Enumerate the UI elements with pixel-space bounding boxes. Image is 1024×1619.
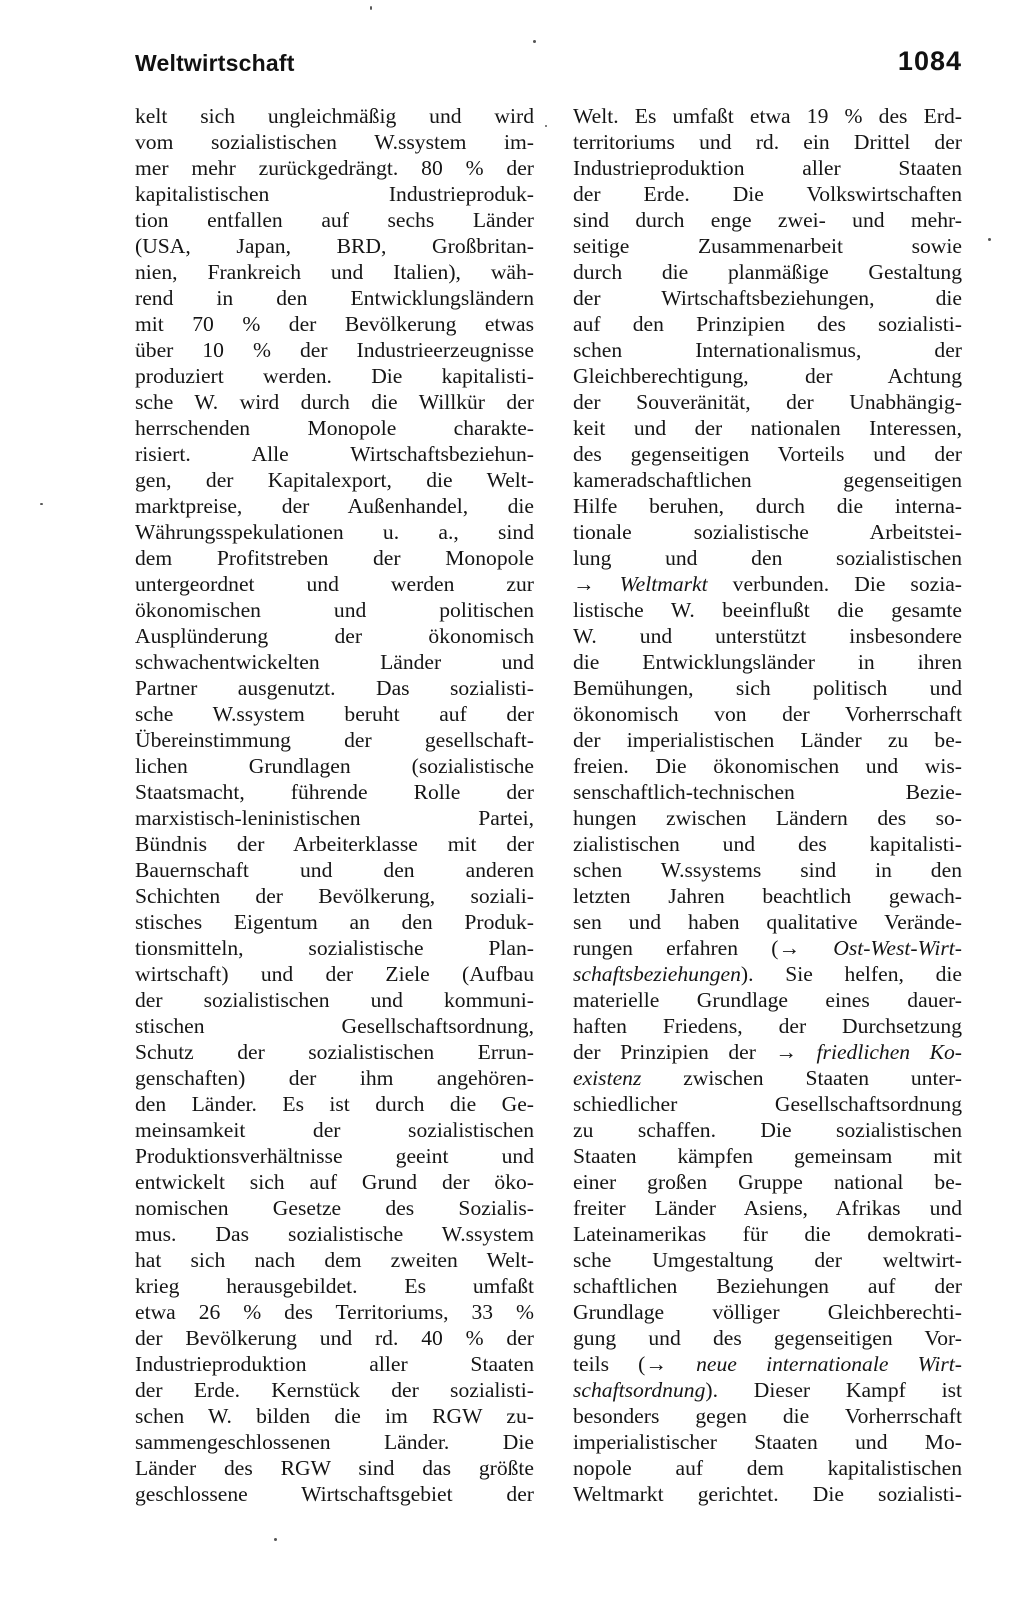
text-line	[573, 1377, 962, 1403]
text-line: über 10 % der Industrieerzeugnisse	[135, 338, 534, 362]
text-segment: teils (→	[573, 1352, 697, 1376]
text-line: freiter Länder Asiens, Afrikas und	[573, 1196, 962, 1220]
text-line: vom sozialistischen W.ssystem im-	[135, 130, 534, 154]
text-line: Industrieproduktion aller Staaten	[573, 156, 962, 180]
text-line: kameradschaftlichen gegenseitigen	[573, 468, 962, 492]
text-line: Staatsmacht, führende Rolle der	[135, 780, 534, 804]
scan-speck	[370, 6, 372, 10]
cross-reference: existenz	[573, 1066, 642, 1090]
text-line: imperialistischer Staaten und Mo-	[573, 1430, 962, 1454]
text-line: tionsmitteln, sozialistische Plan-	[135, 936, 534, 960]
text-segment: →	[573, 572, 620, 596]
text-line: letzten Jahren beachtlich gewach-	[573, 884, 962, 908]
scan-speck	[988, 238, 991, 241]
text-line: Industrieproduktion aller Staaten	[135, 1352, 534, 1376]
text-line: mus. Das sozialistische W.ssystem	[135, 1222, 534, 1246]
cross-reference: friedlichen Ko-	[816, 1040, 962, 1064]
text-line: schwachentwickelten Länder und	[135, 650, 534, 674]
text-line: mit 70 % der Bevölkerung etwas	[135, 312, 534, 336]
text-line: den Länder. Es ist durch die Ge-	[135, 1092, 534, 1116]
page-number: 1084	[897, 46, 962, 76]
text-line: geschlossene Wirtschaftsgebiet der	[135, 1482, 534, 1506]
text-line: nomischen Gesetze des Sozialis-	[135, 1196, 534, 1220]
text-line: senschaftlich-technischen Bezie-	[573, 780, 962, 804]
right-text-column	[573, 103, 962, 1507]
cross-reference: schaftsbeziehungen	[573, 962, 741, 986]
text-line: der Erde. Die Volkswirtschaften	[573, 182, 962, 206]
cross-reference: schaftsordnung	[573, 1378, 706, 1402]
text-line: nien, Frankreich und Italien), wäh-	[135, 260, 534, 284]
text-line: Ausplünderung der ökonomisch	[135, 624, 534, 648]
running-header-title: Weltwirtschaft	[135, 50, 295, 76]
text-line: einer großen Gruppe national be-	[573, 1170, 962, 1194]
text-line: Welt. Es umfaßt etwa 19 % des Erd-	[573, 104, 962, 128]
text-line: der Erde. Kernstück der sozialisti-	[135, 1378, 534, 1402]
text-line: herrschenden Monopole charakte-	[135, 416, 534, 440]
cross-reference: Ost-West-Wirt-	[833, 936, 962, 960]
text-line: marktpreise, der Außenhandel, die	[135, 494, 534, 518]
text-line: territoriums und rd. ein Drittel der	[573, 130, 962, 154]
text-line: Länder des RGW sind das größte	[135, 1456, 534, 1480]
text-line: sind durch enge zwei- und mehr-	[573, 208, 962, 232]
text-line: lung und den sozialistischen	[573, 546, 962, 570]
text-line: gung und des gegenseitigen Vor-	[573, 1326, 962, 1350]
text-segment: ). Sie helfen, die	[740, 962, 962, 986]
text-line	[573, 935, 962, 961]
text-line: durch die planmäßige Gestaltung	[573, 260, 962, 284]
text-segment: zwischen Staaten unter-	[641, 1066, 962, 1090]
text-line: etwa 26 % des Territoriums, 33 %	[135, 1300, 534, 1324]
text-line: schen W. bilden die im RGW zu-	[135, 1404, 534, 1428]
text-segment: der Prinzipien der →	[573, 1040, 817, 1064]
text-line: der imperialistischen Länder zu be-	[573, 728, 962, 752]
left-text-column	[135, 103, 534, 1507]
text-line: (USA, Japan, BRD, Großbritan-	[135, 234, 534, 258]
text-line: mer mehr zurückgedrängt. 80 % der	[135, 156, 534, 180]
text-line: krieg herausgebildet. Es umfaßt	[135, 1274, 534, 1298]
text-line	[573, 571, 962, 597]
text-line: ökonomisch von der Vorherrschaft	[573, 702, 962, 726]
text-line: kelt sich ungleichmäßig und wird	[135, 104, 534, 128]
text-line: ökonomischen und politischen	[135, 598, 534, 622]
text-line: der sozialistischen und kommuni-	[135, 988, 534, 1012]
text-line: untergeordnet und werden zur	[135, 572, 534, 596]
text-line: listische W. beeinflußt die gesamte	[573, 598, 962, 622]
text-line: Partner ausgenutzt. Das sozialisti-	[135, 676, 534, 700]
text-line: meinsamkeit der sozialistischen	[135, 1118, 534, 1142]
scan-speck	[274, 1538, 277, 1541]
cross-reference: Weltmarkt	[619, 572, 708, 596]
text-line: hat sich nach dem zweiten Welt-	[135, 1248, 534, 1272]
text-line: dem Profitstreben der Monopole	[135, 546, 534, 570]
text-line: zialistischen und des kapitalisti-	[573, 832, 962, 856]
text-line: produziert werden. Die kapitalisti-	[135, 364, 534, 388]
text-line: hungen zwischen Ländern des so-	[573, 806, 962, 830]
text-line: Bemühungen, sich politisch und	[573, 676, 962, 700]
text-segment: rungen erfahren (→	[573, 936, 834, 960]
text-line: Bündnis der Arbeiterklasse mit der	[135, 832, 534, 856]
text-line: schen W.ssystems sind in den	[573, 858, 962, 882]
text-line: zu schaffen. Die sozialistischen	[573, 1118, 962, 1142]
text-line: materielle Grundlage eines dauer-	[573, 988, 962, 1012]
text-line: Gleichberechtigung, der Achtung	[573, 364, 962, 388]
cross-reference: neue internationale Wirt-	[696, 1352, 962, 1376]
text-line: Lateinamerikas für die demokrati-	[573, 1222, 962, 1246]
text-line: kapitalistischen Industrieproduk-	[135, 182, 534, 206]
text-line: haften Friedens, der Durchsetzung	[573, 1014, 962, 1038]
text-line	[573, 1039, 962, 1065]
text-line: besonders gegen die Vorherrschaft	[573, 1404, 962, 1428]
text-line: der Bevölkerung und rd. 40 % der	[135, 1326, 534, 1350]
text-line: Schutz der sozialistischen Errun-	[135, 1040, 534, 1064]
text-line: der Wirtschaftsbeziehungen, die	[573, 286, 962, 310]
text-segment: ). Dieser Kampf ist	[705, 1378, 962, 1402]
text-segment: verbunden. Die sozia-	[707, 572, 962, 596]
text-line: risiert. Alle Wirtschaftsbeziehun-	[135, 442, 534, 466]
text-line	[573, 1065, 962, 1091]
text-line: nopole auf dem kapitalistischen	[573, 1456, 962, 1480]
text-line: stisches Eigentum an den Produk-	[135, 910, 534, 934]
text-line: rend in den Entwicklungsländern	[135, 286, 534, 310]
text-line: der Souveränität, der Unabhängig-	[573, 390, 962, 414]
text-line: stischen Gesellschaftsordnung,	[135, 1014, 534, 1038]
text-line: auf den Prinzipien des sozialisti-	[573, 312, 962, 336]
text-line: schiedlicher Gesellschaftsordnung	[573, 1092, 962, 1116]
text-line: sche Umgestaltung der weltwirt-	[573, 1248, 962, 1272]
text-line: sche W. wird durch die Willkür der	[135, 390, 534, 414]
text-line: schen Internationalismus, der	[573, 338, 962, 362]
text-line: schaftlichen Beziehungen auf der	[573, 1274, 962, 1298]
text-line: Grundlage völliger Gleichberechti-	[573, 1300, 962, 1324]
scan-speck	[40, 503, 43, 505]
text-line	[573, 1351, 962, 1377]
text-line: genschaften) der ihm angehören-	[135, 1066, 534, 1090]
text-line: sen und haben qualitative Verände-	[573, 910, 962, 934]
text-line: sche W.ssystem beruht auf der	[135, 702, 534, 726]
text-line: Staaten kämpfen gemeinsam mit	[573, 1144, 962, 1168]
text-line: Währungsspekulationen u. a., sind	[135, 520, 534, 544]
text-line: Schichten der Bevölkerung, soziali-	[135, 884, 534, 908]
scan-speck	[545, 125, 547, 127]
text-line: entwickelt sich auf Grund der öko-	[135, 1170, 534, 1194]
text-line	[573, 961, 962, 987]
text-line: Produktionsverhältnisse geeint und	[135, 1144, 534, 1168]
text-line: Übereinstimmung der gesellschaft-	[135, 728, 534, 752]
text-line: marxistisch-leninistischen Partei,	[135, 806, 534, 830]
text-line: tionale sozialistische Arbeitstei-	[573, 520, 962, 544]
text-line: tion entfallen auf sechs Länder	[135, 208, 534, 232]
text-line: lichen Grundlagen (sozialistische	[135, 754, 534, 778]
text-line: seitige Zusammenarbeit sowie	[573, 234, 962, 258]
text-line: W. und unterstützt insbesondere	[573, 624, 962, 648]
text-line: des gegenseitigen Vorteils und der	[573, 442, 962, 466]
text-line: Bauernschaft und den anderen	[135, 858, 534, 882]
scan-speck	[533, 40, 536, 43]
text-line: freien. Die ökonomischen und wis-	[573, 754, 962, 778]
text-line: wirtschaft) und der Ziele (Aufbau	[135, 962, 534, 986]
text-line: keit und der nationalen Interessen,	[573, 416, 962, 440]
text-line: die Entwicklungsländer in ihren	[573, 650, 962, 674]
text-line: gen, der Kapitalexport, die Welt-	[135, 468, 534, 492]
text-line: sammengeschlossenen Länder. Die	[135, 1430, 534, 1454]
text-line: Weltmarkt gerichtet. Die sozialisti-	[573, 1482, 962, 1506]
text-line: Hilfe beruhen, durch die interna-	[573, 494, 962, 518]
